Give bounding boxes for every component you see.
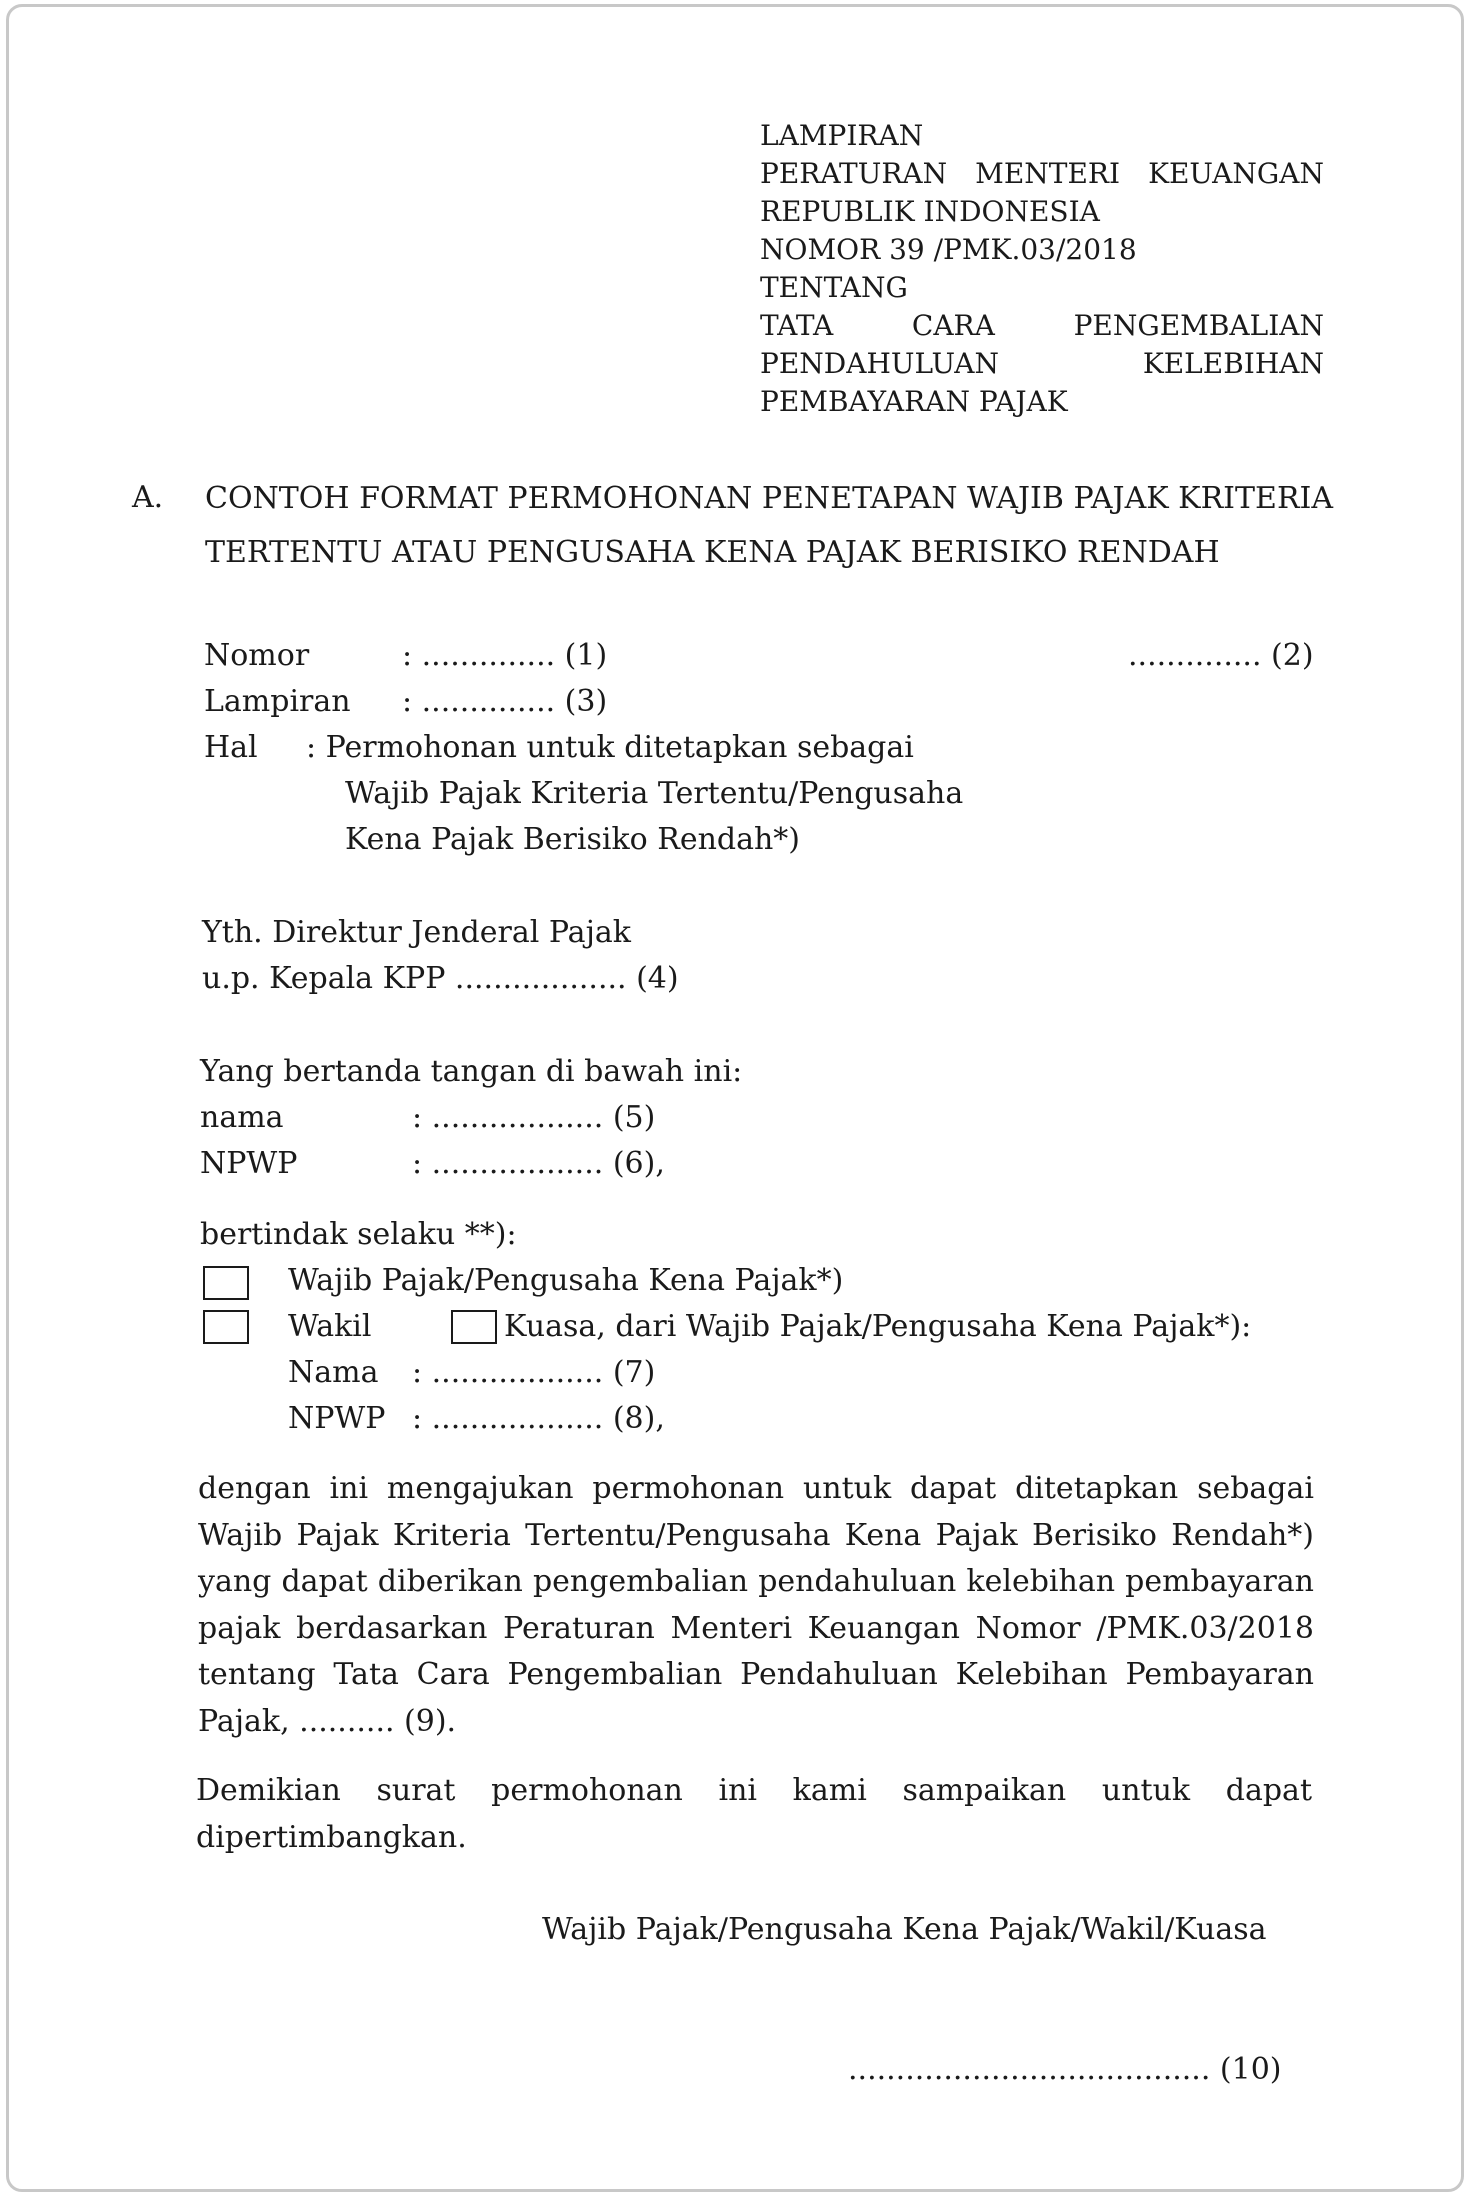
nomor-label: Nomor: [204, 638, 310, 673]
option-wajib-pajak-label: Wajib Pajak/Pengusaha Kena Pajak*): [288, 1263, 844, 1298]
header-line-tata-cara: [760, 307, 1324, 345]
lampiran-label: Lampiran: [204, 684, 351, 719]
header-line-tentang: TENTANG: [760, 271, 908, 304]
header-line-nomor: NOMOR 39 /PMK.03/2018: [760, 233, 1137, 266]
signature-line: ...................................... (10): [848, 2052, 1282, 2087]
section-title-line1: CONTOH FORMAT PERMOHONAN PENETAPAN WAJIB PAJAK KRITERIA: [205, 481, 1334, 516]
npwp-value: : .................. (6),: [412, 1146, 665, 1181]
checkbox-kuasa[interactable]: [451, 1310, 497, 1344]
rep-npwp-value: : .................. (8),: [412, 1401, 665, 1436]
option-wakil-label: Wakil: [288, 1309, 372, 1344]
header-word: MENTERI: [975, 157, 1121, 190]
hal-line3: Kena Pajak Berisiko Rendah*): [345, 822, 801, 857]
acting-as-label: bertindak selaku **):: [200, 1217, 517, 1252]
recipient-line2: u.p. Kepala KPP .................. (4): [202, 961, 679, 996]
recipient-line1: Yth. Direktur Jenderal Pajak: [202, 915, 631, 950]
header-line-peraturan: [760, 155, 1324, 193]
date-value: .............. (2): [1128, 638, 1314, 673]
closing-paragraph: Demikian surat permohonan ini kami sampaikan untuk dapat dipertimbangkan.: [196, 1773, 1312, 1855]
header-word: KEUANGAN: [1148, 157, 1324, 190]
rep-nama-value: : .................. (7): [412, 1355, 656, 1390]
nama-label: nama: [200, 1100, 284, 1135]
rep-npwp-label: NPWP: [288, 1401, 386, 1436]
header-line-republik: REPUBLIK INDONESIA: [760, 195, 1100, 228]
attachment-header: [760, 117, 1324, 421]
header-word: PERATURAN: [760, 157, 948, 190]
rep-nama-label: Nama: [288, 1355, 379, 1390]
signatory-intro: Yang bertanda tangan di bawah ini:: [200, 1054, 743, 1089]
nama-value: : .................. (5): [412, 1100, 656, 1135]
hal-line1: : Permohonan untuk ditetapkan sebagai: [306, 730, 914, 765]
header-line-lampiran: LAMPIRAN: [760, 119, 924, 152]
checkbox-wakil[interactable]: [203, 1310, 249, 1344]
signature-title: Wajib Pajak/Pengusaha Kena Pajak/Wakil/Kuasa: [542, 1912, 1267, 1947]
lampiran-value: : .............. (3): [402, 684, 608, 719]
option-kuasa-label: Kuasa, dari Wajib Pajak/Pengusaha Kena Pajak*):: [504, 1309, 1252, 1344]
section-title: [205, 472, 1334, 580]
nomor-value: : .............. (1): [402, 638, 608, 673]
header-line-pendahuluan: [760, 345, 1324, 383]
hal-label: Hal: [204, 730, 258, 765]
header-word: PENGEMBALIAN: [1073, 309, 1324, 342]
request-paragraph: dengan ini mengajukan permohonan untuk dapat ditetapkan sebagai Wajib Pajak Kriteria Tertentu/Pengusaha Kena Pajak Berisiko Rendah*) yang dapat diberikan pengembalian pendahuluan kelebihan pembayaran pajak berdasarkan Peraturan Menteri Keuangan Nomor /PMK.03/2018 tentang Tata Cara Pengembalian Pendahuluan Kelebihan Pembayaran Pajak, .......... (9).: [198, 1471, 1314, 1739]
hal-line2: Wajib Pajak Kriteria Tertentu/Pengusaha: [345, 776, 964, 811]
checkbox-wajib-pajak[interactable]: [203, 1266, 249, 1300]
header-word: KELEBIHAN: [1142, 347, 1324, 380]
header-line-pembayaran: PEMBAYARAN PAJAK: [760, 385, 1068, 418]
section-label: A.: [132, 480, 164, 515]
header-word: TATA: [760, 309, 834, 342]
header-word: CARA: [911, 309, 995, 342]
header-word: PENDAHULUAN: [760, 347, 999, 380]
npwp-label: NPWP: [200, 1146, 298, 1181]
section-title-line2: TERTENTU ATAU PENGUSAHA KENA PAJAK BERISIKO RENDAH: [205, 535, 1220, 570]
